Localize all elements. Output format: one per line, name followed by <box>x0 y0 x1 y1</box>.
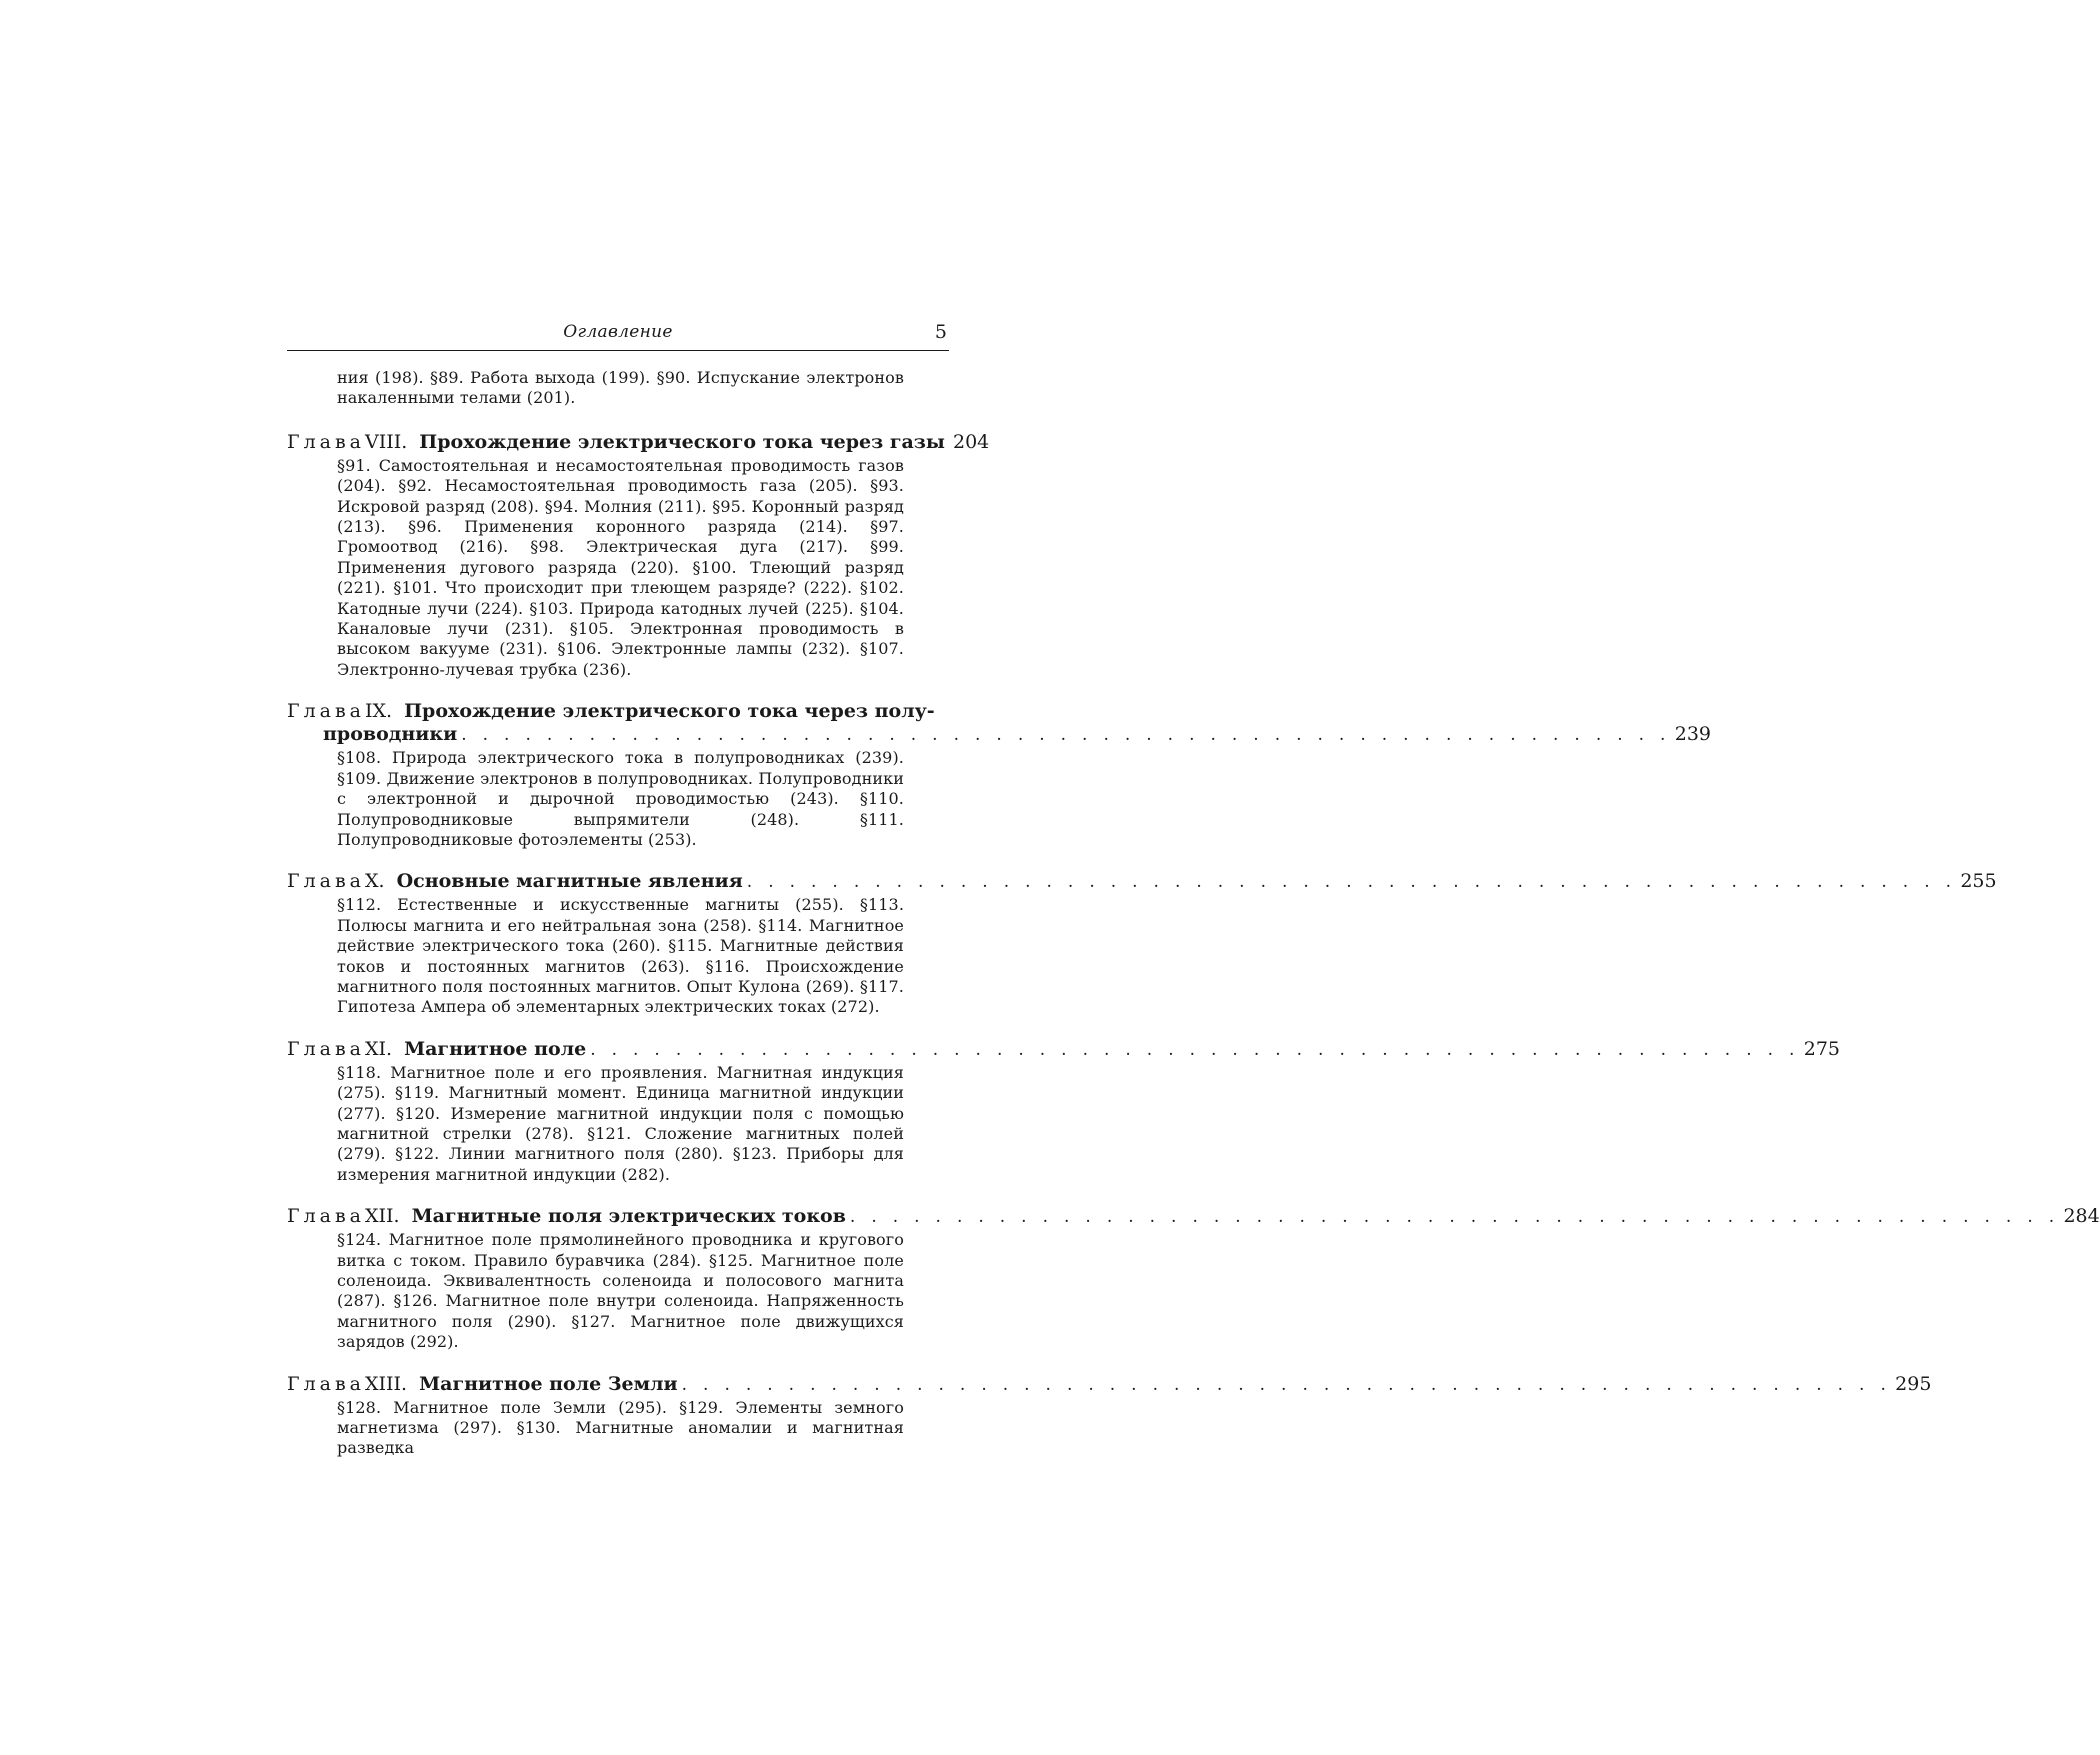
chapter-number: VIII. <box>365 430 408 453</box>
chapter-sections: §124. Магнитное поле прямолинейного проводника и кругового витка с током. Правило буравчика (284). §125. Магнитное поле соленоида. Эквивалентность соленоида и полосового магнита (287). §126. Магнитное поле внутри соленоида. Напряженность магнитного поля (290). §127. Магнитное поле движущихся зарядов (292). <box>337 1230 904 1352</box>
chapter-heading <box>287 870 1997 894</box>
chapter-sections: §108. Природа электрического тока в полупроводниках (239). §109. Движение электронов в полупроводниках. Полупроводники с электронной и дырочной проводимостью (243). §110. Полупроводниковые выпрямители (248). §111. Полупроводниковые фотоэлементы (253). <box>337 748 904 849</box>
toc-chapter-10[interactable] <box>287 870 1997 1017</box>
chapter-page: 255 <box>1960 870 1997 893</box>
chapter-page: 239 <box>1674 723 1712 746</box>
dot-leader: . . . . . . . . . . . . . . . . . . . . . . . . . . . . . . . . . . . . . . . . . . . . . . . . . . . . . . . . . <box>849 1207 2060 1228</box>
table-of-contents <box>287 368 2100 1459</box>
chapter-title-line1: Прохождение электрического тока через полу- <box>404 700 935 723</box>
chapter-label: Глава <box>287 700 366 723</box>
chapter-number: IX. <box>365 700 393 723</box>
chapter-page: 204 <box>952 430 990 453</box>
toc-chapter-11[interactable] <box>287 1037 1840 1185</box>
chapter-sections: §112. Естественные и искусственные магниты (255). §113. Полюсы магнита и его нейтральная зона (258). §114. Магнитное действие электрического тока (260). §115. Магнитные действия токов и постоянных магнитов (263). §116. Происхождение магнитного поля постоянных магнитов. Опыт Кулона (269). §117. Гипотеза Ампера об элементарных электрических токах (272). <box>337 895 904 1017</box>
chapter-sections: §128. Магнитное поле Земли (295). §129. Элементы земного магнетизма (297). §130. Магнитные аномалии и магнитная разведка <box>337 1397 904 1458</box>
chapter-page: 284 <box>2063 1205 2100 1228</box>
chapter-heading-cont <box>287 723 1712 747</box>
chapter-title: Магнитные поля электрических токов <box>411 1205 846 1228</box>
dot-leader: . . . . . . . . . . . . . . . . . . . . . . . . . . . . . . . . . . . . . . . . . . . . . . . . . . . . . . . . . <box>590 1039 1800 1060</box>
continued-text: ния (198). §89. Работа выхода (199). §90. Испускание электронов накаленными телами (201). <box>337 368 904 408</box>
chapter-label: Глава <box>287 1372 366 1395</box>
chapter-number: XI. <box>365 1037 393 1060</box>
chapter-label: Глава <box>287 1037 366 1060</box>
dot-leader: . . . . . . . . . . . . . . . . . . . . . . . . . . . . . . . . . . . . . . . . . . . . . . . . . . . . . . . . . <box>461 725 1671 746</box>
chapter-title: Магнитное поле <box>404 1037 587 1060</box>
chapter-heading <box>287 1037 1840 1062</box>
dot-leader: . . . . . . . . . . . . . . . . . . . . . . . . . . . . . . . . . . . . . . . . . . . . . . . . . . . . . . . . . <box>681 1374 1892 1395</box>
chapter-number: XII. <box>365 1205 400 1228</box>
toc-chapter-12[interactable] <box>287 1205 2100 1352</box>
chapter-heading <box>287 700 949 723</box>
running-header <box>287 322 949 351</box>
toc-chapter-13[interactable] <box>287 1372 1932 1459</box>
chapter-sections: §118. Магнитное поле и его проявления. Магнитная индукция (275). §119. Магнитный момент. Единица магнитной индукции (277). §120. Измерение магнитной индукции поля с помощью магнитной стрелки (278). §121. Сложение магнитных полей (279). §122. Линии магнитного поля (280). §123. Приборы для измерения магнитной индукции (282). <box>337 1062 904 1184</box>
chapter-number: XIII. <box>365 1372 408 1395</box>
toc-chapter-8[interactable] <box>287 430 990 680</box>
chapter-number: X. <box>365 870 385 893</box>
chapter-title-line2: проводники <box>323 723 458 746</box>
chapter-page: 295 <box>1895 1372 1932 1395</box>
chapter-heading <box>287 1205 2100 1229</box>
chapter-sections: §91. Самостоятельная и несамостоятельная проводимость газов (204). §92. Несамостоятельная проводимость газа (205). §93. Искровой разряд (208). §94. Молния (211). §95. Коронный разряд (213). §96. Применения коронного разряда (214). §97. Громоотвод (216). §98. Электрическая дуга (217). §99. Применения дугового разряда (220). §100. Тлеющий разряд (221). §101. Что происходит при тлеющем разряде? (222). §102. Катодные лучи (224). §103. Природа катодных лучей (225). §104. Каналовые лучи (231). §105. Электронная проводимость в высоком вакууме (231). §106. Электронные лампы (232). §107. Электронно-лучевая трубка (236). <box>337 455 904 679</box>
chapter-label: Глава <box>287 1205 366 1228</box>
chapter-heading <box>287 1372 1932 1397</box>
chapter-label: Глава <box>287 870 366 893</box>
chapter-page: 275 <box>1803 1037 1840 1060</box>
header-title: Оглавление <box>563 322 673 342</box>
chapter-label: Глава <box>287 430 366 453</box>
chapter-title: Магнитное поле Земли <box>419 1372 678 1395</box>
chapter-heading <box>287 430 990 455</box>
toc-chapter-9[interactable] <box>287 700 1712 850</box>
page-number: 5 <box>934 321 947 343</box>
chapter-title: Прохождение электрического тока через газы <box>419 430 945 453</box>
chapter-title: Основные магнитные явления <box>396 870 743 893</box>
dot-leader: . . . . . . . . . . . . . . . . . . . . . . . . . . . . . . . . . . . . . . . . . . . . . . . . . . . . . . . . . <box>746 872 1957 893</box>
